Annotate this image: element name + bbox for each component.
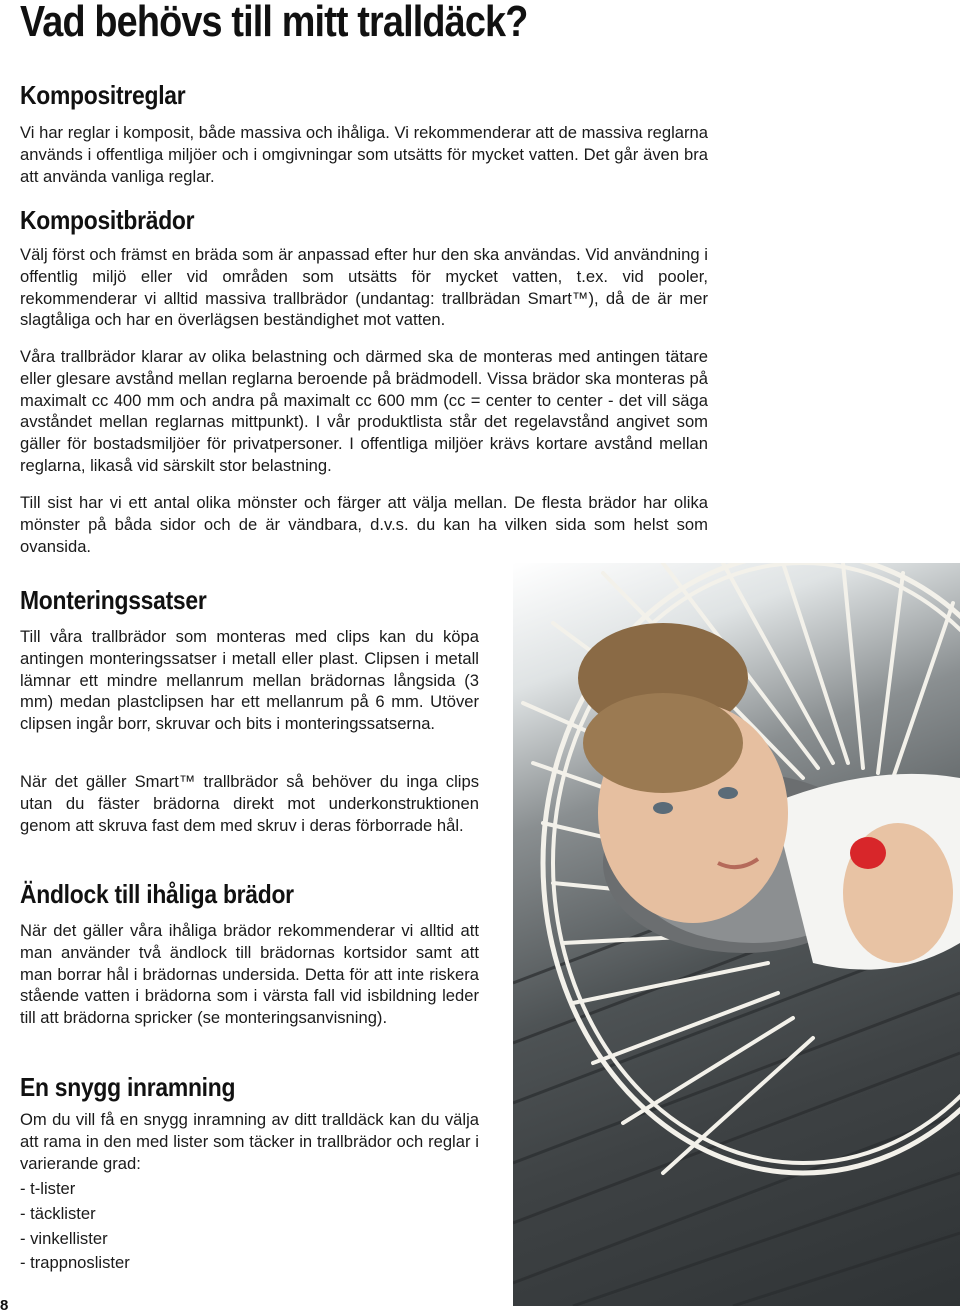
paragraph: När det gäller Smart™ trallbrädor så behöver du inga clips utan du fäster brädorna direkt mot underkonstruktionen genom att skruva fast dem med skruv i deras förborrade hål. [20, 772, 479, 835]
section-heading-andlock: Ändlock till ihåliga brädor [20, 879, 294, 909]
page-number: 8 [0, 1297, 9, 1314]
page-title: Vad behövs till mitt tralldäck? [20, 0, 528, 46]
section-heading-monteringssatser: Monteringssatser [20, 585, 207, 615]
list-item: - täcklister [20, 1203, 96, 1223]
section-heading-kompositbrador: Kompositbrädor [20, 205, 195, 235]
section-heading-kompositreglar: Kompositreglar [20, 80, 186, 110]
paragraph: Om du vill få en snygg inramning av ditt tralldäck kan du välja att rama in den med lister som täcker in trallbrädor och reglar i varierande grad: [20, 1110, 479, 1173]
paragraph: Till våra trallbrädor som monteras med clips kan du köpa antingen monteringssatser i metall eller plast. Clipsen i metall lämnar ett mindre mellanrum mellan brädornas långsida (3 mm) medan plastclipsen har ett mellanrum på 6 mm. Utöver clipsen ingår borr, skruvar och bits i monteringssatserna. [20, 627, 479, 734]
list-item: - t-lister [20, 1179, 76, 1198]
molding-list [20, 1177, 130, 1276]
section-heading-inramning: En snygg inramning [20, 1072, 236, 1102]
paragraph: Välj först och främst en bräda som är anpassad efter hur den ska användas. Vid användning i offentlig miljö eller vid områden som utsätts för mycket vatten, t.ex. vid pooler, rekommenderar vi alltid massiva trallbrädor (undantag: trallbrädan Smart™), då de är mer slagtåliga och har en överlägsen beständighet mot vatten. [20, 245, 708, 330]
paragraph: Vi har reglar i komposit, både massiva och ihåliga. Vi rekommenderar att de massiva reglarna används i offentliga miljöer och i omgivningar som utsätts för mycket vatten. Det går även bra att använda vanliga reglar. [20, 123, 708, 186]
list-item: - trappnoslister [20, 1253, 130, 1273]
photo-child-in-hanging-chair [513, 563, 960, 1306]
list-item: - vinkellister [20, 1228, 108, 1248]
paragraph: Våra trallbrädor klarar av olika belastning och därmed ska de monteras med antingen tätare eller glesare avstånd mellan reglarna beroende på brädmodell. Vissa brädor ska monteras på maximalt cc 400 mm och andra på maximalt cc 600 mm (cc = center to center - det vill säga avståndet mellan reglarnas mittpunkt). I vår produktlista står det regelavstånd angivet som gäller för bostadsmiljöer för privatpersoner. I offentliga miljöer krävs kortare avstånd mellan reglarna, likaså vid särskilt stor belastning. [20, 347, 708, 475]
paragraph: När det gäller våra ihåliga brädor rekommenderar vi alltid att man använder två ändlock till brädornas kortsidor samt att man borrar hål i brädornas undersida. Detta för att inte riskera stående vatten i brädorna som i värsta fall vid isbildning leder till att brädorna spricker (se monteringsanvisning). [20, 921, 479, 1028]
paragraph: Till sist har vi ett antal olika mönster och färger att välja mellan. De flesta brädor har olika mönster på båda sidor och de är vändbara, d.v.s. du kan ha vilken sida som helst som ovansida. [20, 493, 708, 556]
